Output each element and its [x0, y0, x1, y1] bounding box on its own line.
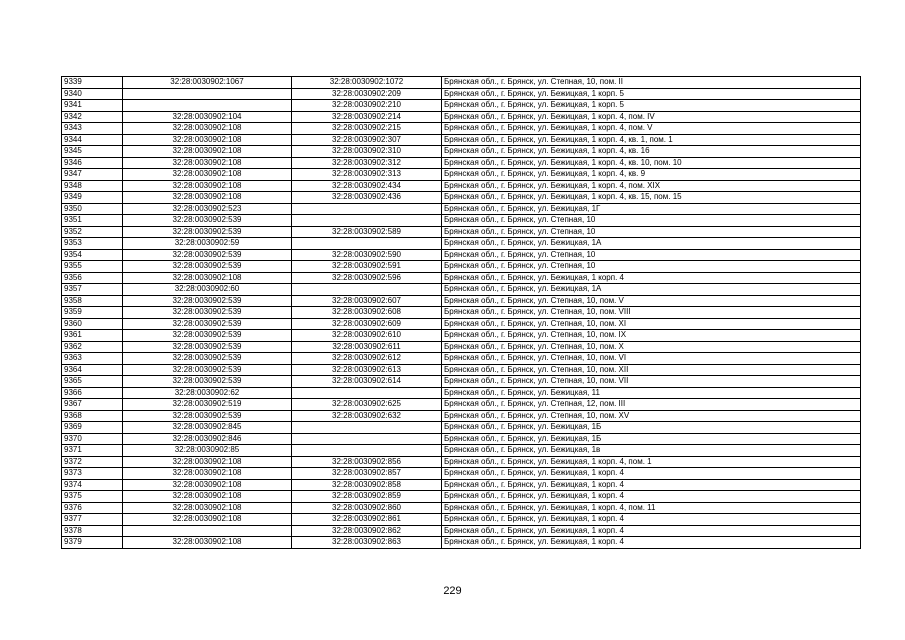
parcel-number-cell: 32:28:0030902:539 — [123, 261, 292, 273]
parcel-number-cell: 32:28:0030902:108 — [123, 146, 292, 158]
object-number-cell: 32:28:0030902:632 — [292, 410, 442, 422]
parcel-number-cell: 32:28:0030902:539 — [123, 318, 292, 330]
object-number-cell — [292, 215, 442, 227]
object-number-cell: 32:28:0030902:857 — [292, 468, 442, 480]
table-row — [62, 226, 861, 238]
address-cell: Брянская обл., г. Брянск, ул. Бежицкая, 1Г — [442, 203, 861, 215]
object-number-cell — [292, 284, 442, 296]
object-number-cell: 32:28:0030902:310 — [292, 146, 442, 158]
row-number-cell: 9368 — [62, 410, 123, 422]
object-number-cell — [292, 445, 442, 457]
object-number-cell: 32:28:0030902:856 — [292, 456, 442, 468]
address-cell: Брянская обл., г. Брянск, ул. Степная, 10, пом. V — [442, 295, 861, 307]
address-cell: Брянская обл., г. Брянск, ул. Бежицкая, 1 корп. 4, пом. XIX — [442, 180, 861, 192]
parcel-number-cell: 32:28:0030902:539 — [123, 353, 292, 365]
row-number-cell: 9371 — [62, 445, 123, 457]
parcel-number-cell — [123, 88, 292, 100]
object-number-cell: 32:28:0030902:436 — [292, 192, 442, 204]
table-row — [62, 330, 861, 342]
parcel-number-cell: 32:28:0030902:108 — [123, 180, 292, 192]
row-number-cell: 9342 — [62, 111, 123, 123]
address-cell: Брянская обл., г. Брянск, ул. Бежицкая, 1Б — [442, 433, 861, 445]
table-row — [62, 180, 861, 192]
parcel-number-cell: 32:28:0030902:85 — [123, 445, 292, 457]
row-number-cell: 9354 — [62, 249, 123, 261]
row-number-cell: 9346 — [62, 157, 123, 169]
row-number-cell: 9362 — [62, 341, 123, 353]
table-row — [62, 111, 861, 123]
object-number-cell: 32:28:0030902:859 — [292, 491, 442, 503]
table-row — [62, 100, 861, 112]
table-row — [62, 479, 861, 491]
parcel-number-cell: 32:28:0030902:59 — [123, 238, 292, 250]
object-number-cell — [292, 422, 442, 434]
address-cell: Брянская обл., г. Брянск, ул. Бежицкая, 1 корп. 4 — [442, 537, 861, 549]
object-number-cell: 32:28:0030902:589 — [292, 226, 442, 238]
address-cell: Брянская обл., г. Брянск, ул. Степная, 10 — [442, 261, 861, 273]
parcel-number-cell — [123, 525, 292, 537]
parcel-number-cell — [123, 100, 292, 112]
table-row — [62, 215, 861, 227]
object-number-cell: 32:28:0030902:862 — [292, 525, 442, 537]
table-row — [62, 341, 861, 353]
object-number-cell: 32:28:0030902:215 — [292, 123, 442, 135]
parcel-number-cell: 32:28:0030902:539 — [123, 226, 292, 238]
parcel-number-cell: 32:28:0030902:108 — [123, 123, 292, 135]
parcel-number-cell: 32:28:0030902:1067 — [123, 77, 292, 89]
address-cell: Брянская обл., г. Брянск, ул. Бежицкая, 1 корп. 5 — [442, 88, 861, 100]
address-cell: Брянская обл., г. Брянск, ул. Степная, 10, пом. X — [442, 341, 861, 353]
table-row — [62, 249, 861, 261]
parcel-number-cell: 32:28:0030902:108 — [123, 502, 292, 514]
table-row — [62, 284, 861, 296]
object-number-cell: 32:28:0030902:610 — [292, 330, 442, 342]
parcel-number-cell: 32:28:0030902:539 — [123, 376, 292, 388]
address-cell: Брянская обл., г. Брянск, ул. Бежицкая, 1 корп. 4, пом. IV — [442, 111, 861, 123]
object-number-cell: 32:28:0030902:860 — [292, 502, 442, 514]
table-row — [62, 445, 861, 457]
object-number-cell: 32:28:0030902:214 — [292, 111, 442, 123]
row-number-cell: 9378 — [62, 525, 123, 537]
row-number-cell: 9366 — [62, 387, 123, 399]
object-number-cell: 32:28:0030902:611 — [292, 341, 442, 353]
table-row — [62, 318, 861, 330]
address-cell: Брянская обл., г. Брянск, ул. Степная, 10, пом. VII — [442, 376, 861, 388]
parcel-number-cell: 32:28:0030902:846 — [123, 433, 292, 445]
address-cell: Брянская обл., г. Брянск, ул. Бежицкая, 1 корп. 4, кв. 9 — [442, 169, 861, 181]
address-cell: Брянская обл., г. Брянск, ул. Бежицкая, 1 корп. 4, пом. 1 — [442, 456, 861, 468]
address-cell: Брянская обл., г. Брянск, ул. Бежицкая, 1 корп. 5 — [442, 100, 861, 112]
parcel-number-cell: 32:28:0030902:539 — [123, 330, 292, 342]
address-cell: Брянская обл., г. Брянск, ул. Степная, 10, пом. XII — [442, 364, 861, 376]
address-cell: Брянская обл., г. Брянск, ул. Бежицкая, 1 корп. 4 — [442, 468, 861, 480]
address-cell: Брянская обл., г. Брянск, ул. Бежицкая, 1 корп. 4, пом. 11 — [442, 502, 861, 514]
address-cell: Брянская обл., г. Брянск, ул. Бежицкая, 1А — [442, 238, 861, 250]
parcel-number-cell: 32:28:0030902:108 — [123, 479, 292, 491]
parcel-number-cell: 32:28:0030902:845 — [123, 422, 292, 434]
table-row — [62, 307, 861, 319]
table-row — [62, 192, 861, 204]
row-number-cell: 9348 — [62, 180, 123, 192]
object-number-cell: 32:28:0030902:591 — [292, 261, 442, 273]
object-number-cell: 32:28:0030902:210 — [292, 100, 442, 112]
parcel-number-cell: 32:28:0030902:108 — [123, 456, 292, 468]
parcel-number-cell: 32:28:0030902:539 — [123, 341, 292, 353]
object-number-cell: 32:28:0030902:863 — [292, 537, 442, 549]
address-cell: Брянская обл., г. Брянск, ул. Степная, 10, пом. II — [442, 77, 861, 89]
address-cell: Брянская обл., г. Брянск, ул. Степная, 10 — [442, 226, 861, 238]
table-row — [62, 468, 861, 480]
parcel-number-cell: 32:28:0030902:539 — [123, 307, 292, 319]
parcel-number-cell: 32:28:0030902:60 — [123, 284, 292, 296]
table-row — [62, 169, 861, 181]
address-cell: Брянская обл., г. Брянск, ул. Бежицкая, 1 корп. 4, кв. 1, пом. 1 — [442, 134, 861, 146]
parcel-number-cell: 32:28:0030902:108 — [123, 157, 292, 169]
row-number-cell: 9374 — [62, 479, 123, 491]
object-number-cell: 32:28:0030902:434 — [292, 180, 442, 192]
object-number-cell — [292, 387, 442, 399]
address-cell: Брянская обл., г. Брянск, ул. Бежицкая, 1А — [442, 284, 861, 296]
object-number-cell: 32:28:0030902:209 — [292, 88, 442, 100]
row-number-cell: 9365 — [62, 376, 123, 388]
address-cell: Брянская обл., г. Брянск, ул. Степная, 10, пом. VIII — [442, 307, 861, 319]
parcel-number-cell: 32:28:0030902:108 — [123, 514, 292, 526]
address-cell: Брянская обл., г. Брянск, ул. Степная, 10, пом. IX — [442, 330, 861, 342]
row-number-cell: 9369 — [62, 422, 123, 434]
object-number-cell: 32:28:0030902:861 — [292, 514, 442, 526]
row-number-cell: 9345 — [62, 146, 123, 158]
address-cell: Брянская обл., г. Брянск, ул. Бежицкая, 1 корп. 4, кв. 10, пом. 10 — [442, 157, 861, 169]
table-row — [62, 387, 861, 399]
address-cell: Брянская обл., г. Брянск, ул. Бежицкая, 1 корп. 4 — [442, 491, 861, 503]
object-number-cell: 32:28:0030902:608 — [292, 307, 442, 319]
row-number-cell: 9361 — [62, 330, 123, 342]
address-cell: Брянская обл., г. Брянск, ул. Степная, 10, пом. XI — [442, 318, 861, 330]
row-number-cell: 9344 — [62, 134, 123, 146]
address-cell: Брянская обл., г. Брянск, ул. Степная, 10 — [442, 215, 861, 227]
row-number-cell: 9356 — [62, 272, 123, 284]
row-number-cell: 9350 — [62, 203, 123, 215]
table-row — [62, 525, 861, 537]
parcel-number-cell: 32:28:0030902:539 — [123, 410, 292, 422]
table-row — [62, 376, 861, 388]
parcel-number-cell: 32:28:0030902:108 — [123, 468, 292, 480]
row-number-cell: 9340 — [62, 88, 123, 100]
row-number-cell: 9339 — [62, 77, 123, 89]
address-cell: Брянская обл., г. Брянск, ул. Бежицкая, 1 корп. 4, кв. 16 — [442, 146, 861, 158]
object-number-cell: 32:28:0030902:312 — [292, 157, 442, 169]
row-number-cell: 9357 — [62, 284, 123, 296]
object-number-cell — [292, 203, 442, 215]
address-cell: Брянская обл., г. Брянск, ул. Бежицкая, 1 корп. 4 — [442, 514, 861, 526]
row-number-cell: 9341 — [62, 100, 123, 112]
address-cell: Брянская обл., г. Брянск, ул. Бежицкая, 1Б — [442, 422, 861, 434]
address-cell: Брянская обл., г. Брянск, ул. Бежицкая, 1 корп. 4 — [442, 525, 861, 537]
address-cell: Брянская обл., г. Брянск, ул. Степная, 10, пом. VI — [442, 353, 861, 365]
object-number-cell: 32:28:0030902:307 — [292, 134, 442, 146]
row-number-cell: 9372 — [62, 456, 123, 468]
row-number-cell: 9364 — [62, 364, 123, 376]
address-cell: Брянская обл., г. Брянск, ул. Степная, 10, пом. XV — [442, 410, 861, 422]
row-number-cell: 9351 — [62, 215, 123, 227]
parcel-number-cell: 32:28:0030902:108 — [123, 272, 292, 284]
row-number-cell: 9379 — [62, 537, 123, 549]
table-row — [62, 146, 861, 158]
row-number-cell: 9370 — [62, 433, 123, 445]
table-row — [62, 514, 861, 526]
row-number-cell: 9349 — [62, 192, 123, 204]
table-row — [62, 123, 861, 135]
object-number-cell: 32:28:0030902:1072 — [292, 77, 442, 89]
object-number-cell: 32:28:0030902:313 — [292, 169, 442, 181]
property-table-body — [62, 77, 861, 549]
row-number-cell: 9375 — [62, 491, 123, 503]
table-row — [62, 295, 861, 307]
address-cell: Брянская обл., г. Брянск, ул. Степная, 10 — [442, 249, 861, 261]
parcel-number-cell: 32:28:0030902:539 — [123, 295, 292, 307]
table-row — [62, 353, 861, 365]
page-number: 229 — [443, 585, 462, 597]
row-number-cell: 9347 — [62, 169, 123, 181]
row-number-cell: 9367 — [62, 399, 123, 411]
row-number-cell: 9358 — [62, 295, 123, 307]
parcel-number-cell: 32:28:0030902:62 — [123, 387, 292, 399]
table-row — [62, 491, 861, 503]
object-number-cell: 32:28:0030902:858 — [292, 479, 442, 491]
address-cell: Брянская обл., г. Брянск, ул. Бежицкая, 11 — [442, 387, 861, 399]
address-cell: Брянская обл., г. Брянск, ул. Бежицкая, 1в — [442, 445, 861, 457]
parcel-number-cell: 32:28:0030902:108 — [123, 134, 292, 146]
object-number-cell: 32:28:0030902:609 — [292, 318, 442, 330]
parcel-number-cell: 32:28:0030902:108 — [123, 537, 292, 549]
row-number-cell: 9360 — [62, 318, 123, 330]
object-number-cell: 32:28:0030902:607 — [292, 295, 442, 307]
table-row — [62, 364, 861, 376]
row-number-cell: 9355 — [62, 261, 123, 273]
object-number-cell: 32:28:0030902:625 — [292, 399, 442, 411]
row-number-cell: 9373 — [62, 468, 123, 480]
object-number-cell: 32:28:0030902:613 — [292, 364, 442, 376]
address-cell: Брянская обл., г. Брянск, ул. Бежицкая, 1 корп. 4 — [442, 272, 861, 284]
table-row — [62, 502, 861, 514]
table-row — [62, 157, 861, 169]
table-row — [62, 134, 861, 146]
address-cell: Брянская обл., г. Брянск, ул. Бежицкая, 1 корп. 4 — [442, 479, 861, 491]
parcel-number-cell: 32:28:0030902:108 — [123, 169, 292, 181]
address-cell: Брянская обл., г. Брянск, ул. Бежицкая, 1 корп. 4, кв. 15, пом. 15 — [442, 192, 861, 204]
parcel-number-cell: 32:28:0030902:539 — [123, 249, 292, 261]
table-row — [62, 456, 861, 468]
row-number-cell: 9377 — [62, 514, 123, 526]
row-number-cell: 9363 — [62, 353, 123, 365]
table-row — [62, 238, 861, 250]
object-number-cell — [292, 433, 442, 445]
object-number-cell: 32:28:0030902:614 — [292, 376, 442, 388]
row-number-cell: 9359 — [62, 307, 123, 319]
row-number-cell: 9343 — [62, 123, 123, 135]
parcel-number-cell: 32:28:0030902:108 — [123, 491, 292, 503]
row-number-cell: 9376 — [62, 502, 123, 514]
parcel-number-cell: 32:28:0030902:108 — [123, 192, 292, 204]
address-cell: Брянская обл., г. Брянск, ул. Бежицкая, 1 корп. 4, пом. V — [442, 123, 861, 135]
object-number-cell — [292, 238, 442, 250]
table-row — [62, 399, 861, 411]
parcel-number-cell: 32:28:0030902:519 — [123, 399, 292, 411]
table-row — [62, 261, 861, 273]
table-row — [62, 422, 861, 434]
table-row — [62, 433, 861, 445]
table-row — [62, 77, 861, 89]
parcel-number-cell: 32:28:0030902:539 — [123, 215, 292, 227]
object-number-cell: 32:28:0030902:612 — [292, 353, 442, 365]
table-row — [62, 88, 861, 100]
table-row — [62, 537, 861, 549]
parcel-number-cell: 32:28:0030902:104 — [123, 111, 292, 123]
parcel-number-cell: 32:28:0030902:523 — [123, 203, 292, 215]
table-row — [62, 272, 861, 284]
row-number-cell: 9353 — [62, 238, 123, 250]
row-number-cell: 9352 — [62, 226, 123, 238]
parcel-number-cell: 32:28:0030902:539 — [123, 364, 292, 376]
property-table — [61, 76, 861, 549]
object-number-cell: 32:28:0030902:590 — [292, 249, 442, 261]
address-cell: Брянская обл., г. Брянск, ул. Степная, 12, пом. III — [442, 399, 861, 411]
table-row — [62, 410, 861, 422]
table-row — [62, 203, 861, 215]
object-number-cell: 32:28:0030902:596 — [292, 272, 442, 284]
